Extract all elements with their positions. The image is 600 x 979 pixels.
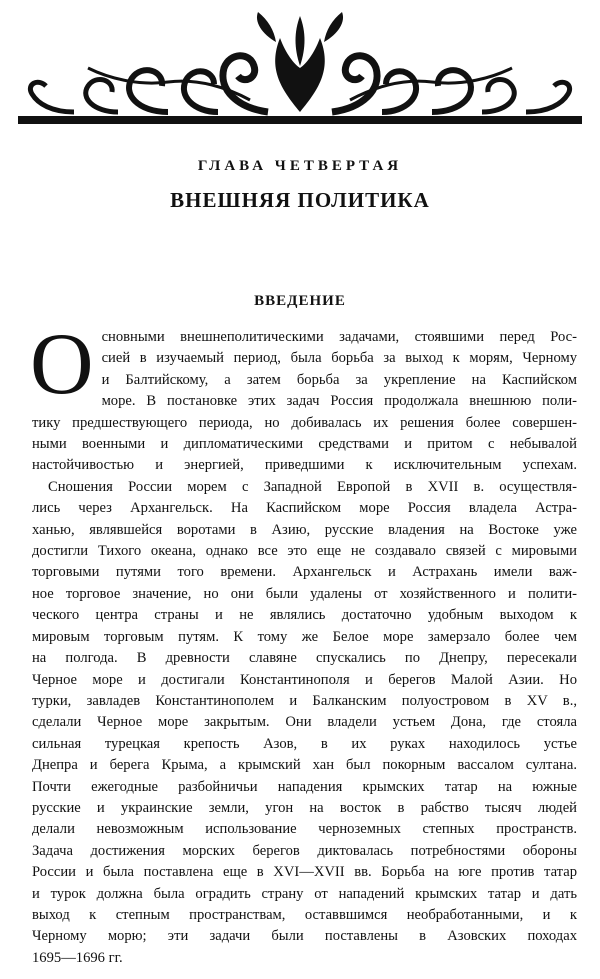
section-title: ВВЕДЕНИЕ xyxy=(254,293,346,309)
text-line: торговыми путями того времени. Архангельск и Астрахань имели важ- xyxy=(32,564,577,581)
text-line: выход к степным пространствам, оставвшимся необработанными, и к xyxy=(32,906,577,923)
text-line: достигли Тихого океана, однако все это еще не создавало связей с мировыми xyxy=(32,543,577,560)
text-line: и турок должна была оградить страну от нападений крымских татар и дать xyxy=(32,885,577,902)
text-line: лись через Архангельск. На Каспийском море Россия владела Астра- xyxy=(32,500,577,517)
text-line: ханью, являвшейся воротами в Азию, русские владения на Востоке уже xyxy=(32,521,577,538)
text-line: Почти ежегодные разбойничьи нападения крымских татар на южные xyxy=(32,778,577,795)
text-line: Задача достижения морских берегов диктовалась потребностями обороны xyxy=(32,842,577,859)
text-line: ное торговое значение, но они были удалены от хозяйственного и полити- xyxy=(32,585,577,602)
text-line: делали невозможным использование черноземных степных пространств. xyxy=(32,821,577,838)
paragraph-intro xyxy=(30,316,577,477)
text-line: ными военными и дипломатическими средствами и притом с небывалой xyxy=(32,436,577,453)
decorative-header-ornament xyxy=(18,8,582,128)
text-line: на полгода. В древности славяне спускались по Днепру, пересекали xyxy=(32,650,577,667)
text-line: 1695—1696 гг. xyxy=(32,949,123,966)
text-line: настойчивостью и энергией, приведшими к исключительным успехам. xyxy=(32,457,577,474)
text-line: тику предшествующего периода, но добивалась их решения более совершен- xyxy=(32,414,577,431)
text-line: сделали Черное море закрытым. Они владели устьем Дона, где стояла xyxy=(32,714,577,731)
text-line: сией в изучаемый период, была борьба за выход к морям, Черному xyxy=(101,350,577,367)
text-line: море. В постановке этих задач Россия продолжала внешнюю поли- xyxy=(101,393,577,410)
text-line: ческого центра страны и не являлись достаточно удобным выходом к xyxy=(32,607,577,624)
text-line: Черному морю; эти задачи были поставлены в Азовских походах xyxy=(32,928,577,945)
text-line: и Балтийскому, а затем борьба за укрепление на Каспийском xyxy=(101,371,577,388)
chapter-title: ВНЕШНЯЯ ПОЛИТИКА xyxy=(170,188,430,212)
text-line: Сношения России морем с Западной Европой в XVII в. осуществля- xyxy=(48,478,577,495)
drop-cap: О xyxy=(30,316,94,413)
text-line: мировым торговым путям. К тому же Белое море замерзало более чем xyxy=(32,628,577,645)
body-text xyxy=(30,316,577,969)
text-line: Черное море и достигали Константинополя и берегов Малой Азии. Но xyxy=(32,671,577,688)
text-line: сновными внешнеполитическими задачами, стоявшими перед Рос- xyxy=(101,329,577,345)
text-line: турки, завладев Константинополем и Балканским полуостровом в XV в., xyxy=(32,692,577,709)
text-line: русские и украинские земли, угон на восток в рабство тысяч людей xyxy=(32,799,577,816)
paragraph-relations xyxy=(32,477,577,969)
text-line: сильная турецкая крепость Азов, в их руках находилось устье xyxy=(32,735,577,752)
text-line: России и была поставлена еще в XVI—XVII вв. Борьба на юге против татар xyxy=(32,864,577,881)
chapter-label: ГЛАВА ЧЕТВЕРТАЯ xyxy=(197,158,403,174)
text-line: Днепра и берега Крыма, а крымский хан был покорным вассалом султана. xyxy=(32,757,577,774)
